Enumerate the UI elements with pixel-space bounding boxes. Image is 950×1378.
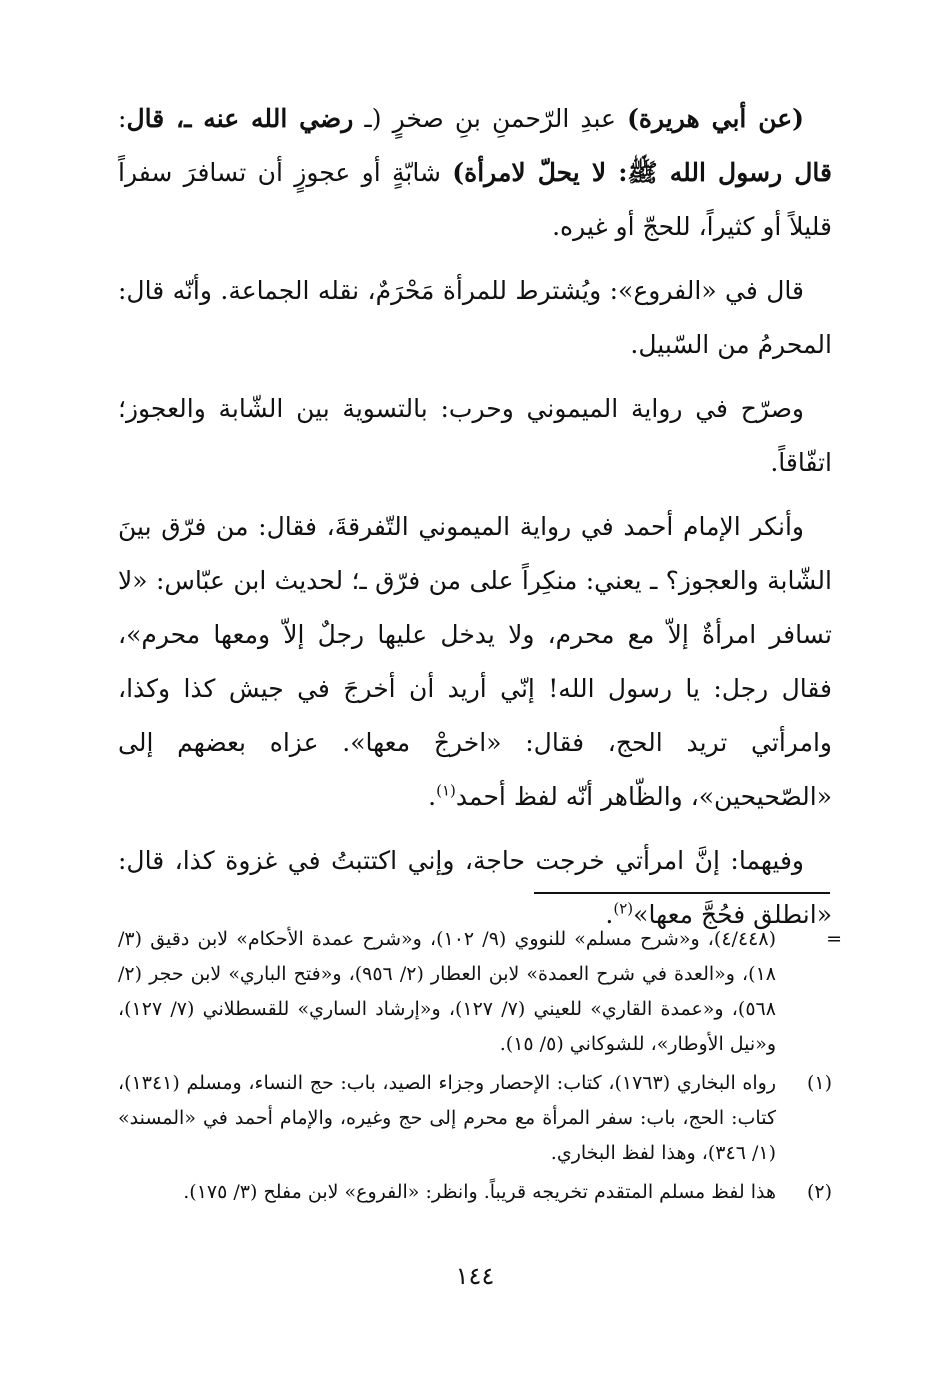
footnote-continued <box>118 922 842 1062</box>
footnote-ref-2: (٢) <box>613 899 634 918</box>
paragraph-5: وفيهما: إنَّ امرأتي خرجت حاجة، وإني اكتتبتُ في غزوة كذا، قال: «انطلق فحُجَّ معها»$^{(٢)}$. <box>118 846 832 929</box>
footnote-number: (١) <box>806 1072 832 1094</box>
footnote-2 <box>118 1175 832 1210</box>
hadith-text: قال رسول الله ﷺ: لا يحلّ لامرأة) <box>452 158 832 187</box>
paragraph-4: وأنكر الإمام أحمد في رواية الميموني التّفرقةَ، فقال: من فرّق بينَ الشّابة والعجوز؟ ـ يعني: منكِراً على من فرّق ـ؛ لحديث ابن عبّاس: «لا تسافر امرأةٌ إلاّ مع محرم، ولا يدخل عليها رجلٌ إلاّ ومعها محرم»، فقال رجل: يا رسول الله! إنّي أريد أن أخرجَ في جيش كذا وكذا، وامرأتي تريد الحج، فقال: «اخرجْ معها». عزاه بعضهم إلى «الصّحيحين»، والظّاهر أنّه لفظ أحمد$^{(١)}$. <box>118 512 832 811</box>
hadith-narrator: (عن أبي هريرة) <box>627 104 804 133</box>
paragraph-1: (عن أبي هريرة) عبدِ الرّحمنِ بنِ صخرٍ (ـ رضي الله عنه ـ، قال: قال رسول الله ﷺ: لا يحلّ لامرأة) شابّةٍ أو عجوزٍ أن تسافرَ سفراً قليلاً أو كثيراً، للحجّ أو غيره. <box>118 104 832 241</box>
footnote-text: رواه البخاري (١٧٦٣)، كتاب: الإحصار وجزاء الصيد، باب: حج النساء، ومسلم (١٣٤١)، كتاب: الحج، باب: سفر المرأة مع محرم إلى حج وغيره، والإمام أحمد في «المسند» (١/ ٣٤٦)، وهذا لفظ البخاري. <box>118 1072 776 1164</box>
footnote-text: هذا لفظ مسلم المتقدم تخريجه قريباً. وانظر: «الفروع» لابن مفلح (٣/ ١٧٥). <box>183 1181 776 1203</box>
footnote-separator <box>534 892 830 894</box>
page-number: ١٤٤ <box>455 1262 495 1290</box>
footnote-1 <box>118 1066 832 1171</box>
footnote-ref-1: (١) <box>436 781 456 800</box>
footnote-text: (٤/٤٤٨)، و«شرح مسلم» للنووي (٩/ ١٠٢)، و«شرح عمدة الأحكام» لابن دقيق (٣/ ١٨)، و«العدة في شرح العمدة» لابن العطار (٢/ ٩٥٦)، و«فتح الباري» لابن حجر (٢/ ٥٦٨)، و«عمدة القاري» للعيني (٧/ ١٢٧)، و«إرشاد الساري» للقسطلاني (٧/ ١٢٧)، و«نيل الأوطار»، للشوكاني (٥/ ١٥). <box>118 928 776 1055</box>
paragraph-2: قال في «الفروع»: ويُشترط للمرأة مَحْرَمٌ، نقله الجماعة. وأنّه قال: المحرمُ من السّبيل. <box>118 276 832 359</box>
footnotes <box>118 922 842 1214</box>
main-text <box>118 92 832 952</box>
continuation-mark: = <box>826 928 842 950</box>
footnote-number: (٢) <box>806 1181 832 1203</box>
paragraph-3: وصرّح في رواية الميموني وحرب: بالتسوية بين الشّابة والعجوز؛ اتفّاقاً. <box>118 394 832 477</box>
